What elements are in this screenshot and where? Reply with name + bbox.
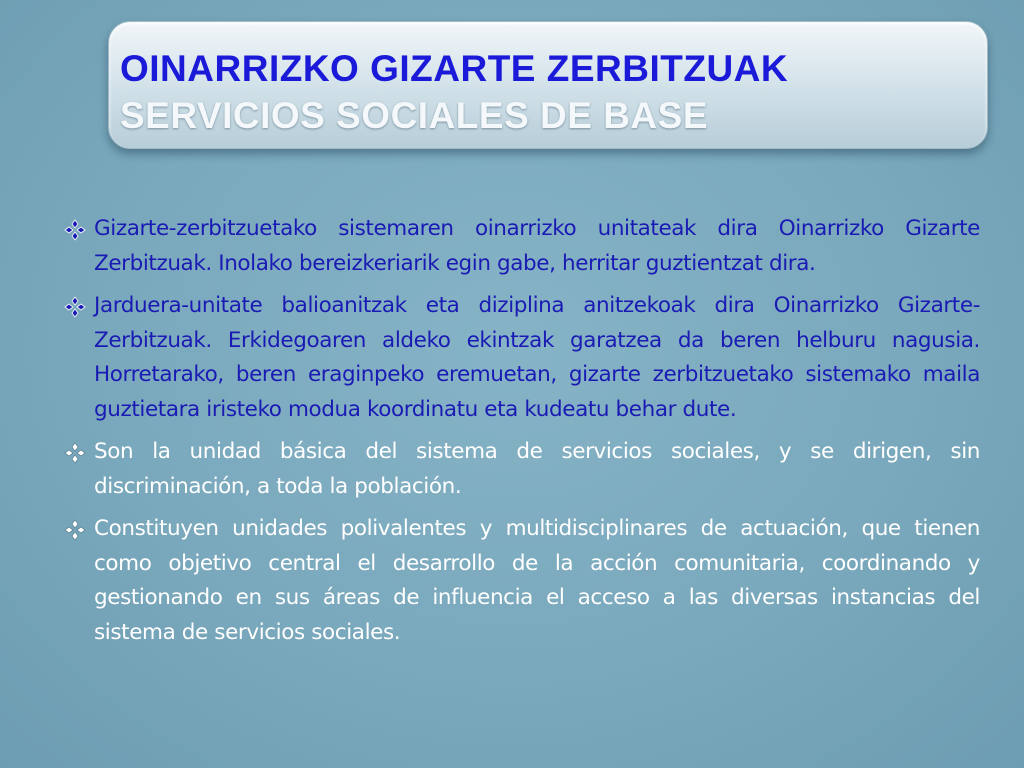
list-item <box>62 289 980 427</box>
title-spanish: SERVICIOS SOCIALES DE BASE <box>120 95 708 136</box>
four-diamond-bullet-icon <box>64 519 86 541</box>
bullet-text: Son la unidad básica del sistema de servicios sociales, y se dirigen, sin discriminación, a toda la población. <box>94 439 980 499</box>
bullet-text: Constituyen unidades polivalentes y multidisciplinares de actuación, que tienen como objetivo central el desarrollo de la acción comunitaria, coordinando y gestionando en sus áreas de influencia el acceso a las diversas instancias del sistema de servicios sociales. <box>94 516 980 645</box>
bullet-list <box>62 212 980 658</box>
four-diamond-bullet-icon <box>64 442 86 464</box>
bullet-text: Gizarte-zerbitzuetako sistemaren oinarrizko unitateak dira Oinarrizko Gizarte Zerbitzuak. Inolako bereizkeriarik egin gabe, herritar guztientzat dira. <box>94 216 980 276</box>
title-box <box>108 21 988 149</box>
list-item <box>62 512 980 650</box>
list-item <box>62 212 980 281</box>
four-diamond-bullet-icon <box>64 219 86 241</box>
list-item <box>62 435 980 504</box>
title-basque: OINARRIZKO GIZARTE ZERBITZUAK <box>120 48 789 89</box>
bullet-text: Jarduera-unitate balioanitzak eta diziplina anitzekoak dira Oinarrizko Gizarte-Zerbitzuak. Erkidegoaren aldeko ekintzak garatzea da beren helburu nagusia. Horretarako, beren eraginpeko eremuetan, gizarte zerbitzuetako sistemako maila guztietara iristeko modua koordinatu eta kudeatu behar dute. <box>94 293 980 422</box>
four-diamond-bullet-icon <box>64 296 86 318</box>
